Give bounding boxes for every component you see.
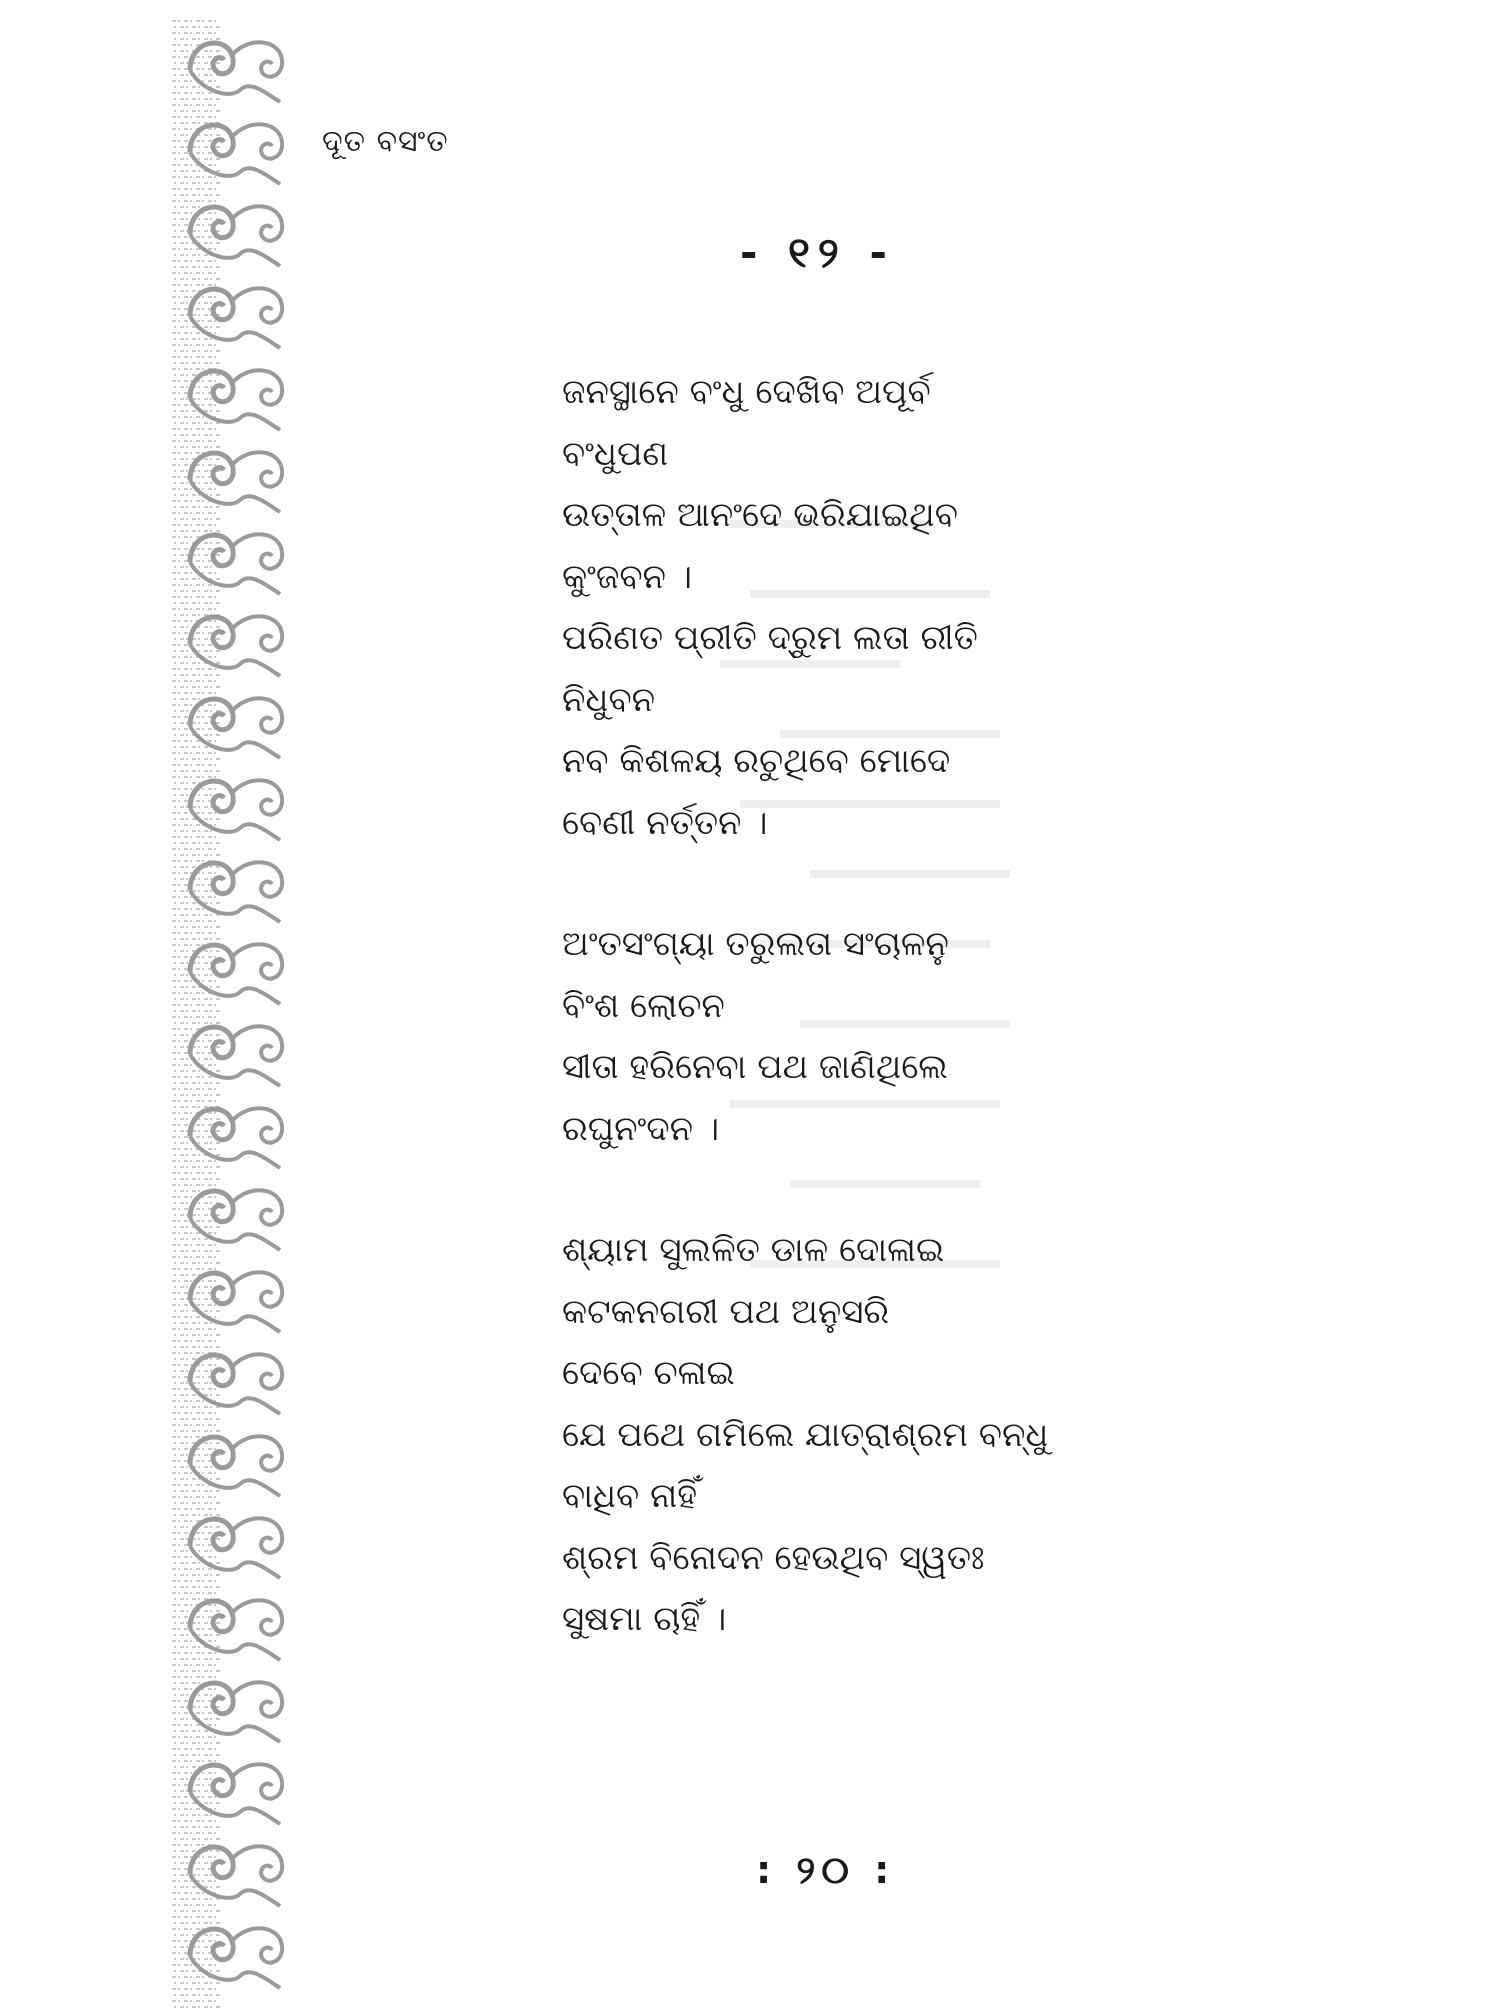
poem-line: ଶ୍ୟାମ ସୁଲଳିତ ଡାଳ ଦୋଳାଇ	[562, 1230, 945, 1270]
poem-number: - ୧୨ -	[740, 228, 895, 277]
poem-line: ଜନସ୍ଥାନେ ବଂଧୁ ଦେଖିବ ଅପୂର୍ବ	[562, 372, 931, 412]
poem-line: ଉତ୍ତାଳ ଆନଂଦେ ଭରିଯାଇଥିବ	[562, 495, 958, 535]
scroll-motif	[190, 1108, 282, 1168]
poem-line: ନବ କିଶଳୟ ରଚୁଥିବେ ମୋଦେ	[562, 741, 951, 781]
scroll-motif	[190, 1928, 282, 1988]
decorative-border	[170, 20, 305, 2008]
poem-line: ଯେ ପଥେ ଗମିଲେ ଯାତ୍ରାଶ୍ରମ ବନ୍ଧୁ	[562, 1414, 1049, 1455]
poem-line: ବେଣୀ ନର୍ତ୍ତନ ।	[562, 802, 768, 843]
poem-line: କୁଂଜବନ ।	[562, 556, 693, 597]
poem-line: କଟକନଗରୀ ପଥ ଅନୁସରି	[562, 1291, 890, 1332]
poem-line: ବଂଧୁପଣ	[562, 433, 669, 474]
poem-line: ପରିଣତ ପ୍ରୀତି ଦ୍ରୁମ ଲତା ରୀତି	[562, 618, 978, 658]
running-title: ଦୂତ ବସଂତ	[322, 124, 449, 159]
stanza	[562, 1220, 1048, 1651]
scroll-motif	[190, 1846, 282, 1906]
poem-line: ଶ୍ରମ ବିନୋଦନ ହେଉଥିବ ସ୍ୱତଃ	[562, 1537, 985, 1578]
scroll-motif	[190, 1600, 282, 1660]
scroll-motif	[190, 944, 282, 1004]
poem-line: ବିଂଶ ଲୋଚନ	[562, 985, 725, 1026]
poem-body	[562, 362, 1048, 1711]
poem-line: ଦେବେ ଚଳାଇ	[562, 1353, 735, 1393]
scroll-motif	[190, 862, 282, 922]
scroll-motif	[190, 370, 282, 430]
stanza	[562, 362, 1048, 854]
poem-line: ସୁଷମା ଚାହିଁ ।	[562, 1599, 727, 1639]
scroll-motif	[190, 452, 282, 512]
poem-line: ବାଧିବ ନାହିଁ	[562, 1476, 698, 1516]
poem-line: ଅଂତସଂଗ୍ୟା ତରୁଲତା ସଂଚାଳନୁ	[562, 924, 949, 964]
scroll-motif	[190, 124, 282, 184]
scroll-motif	[190, 1436, 282, 1496]
page-number: : ୨୦ :	[756, 1848, 896, 1892]
stanza	[562, 914, 1048, 1160]
poem-line: ରଘୁନଂଦନ ।	[562, 1108, 720, 1149]
scroll-motif	[190, 616, 282, 676]
scroll-motif	[190, 1354, 282, 1414]
poem-line: ସୀତା ହରିନେବା ପଥ ଜାଣିଥିଲେ	[562, 1047, 948, 1087]
border-ornament-pattern	[170, 20, 305, 2008]
poem-line: ନିଧୁବନ	[562, 679, 656, 720]
